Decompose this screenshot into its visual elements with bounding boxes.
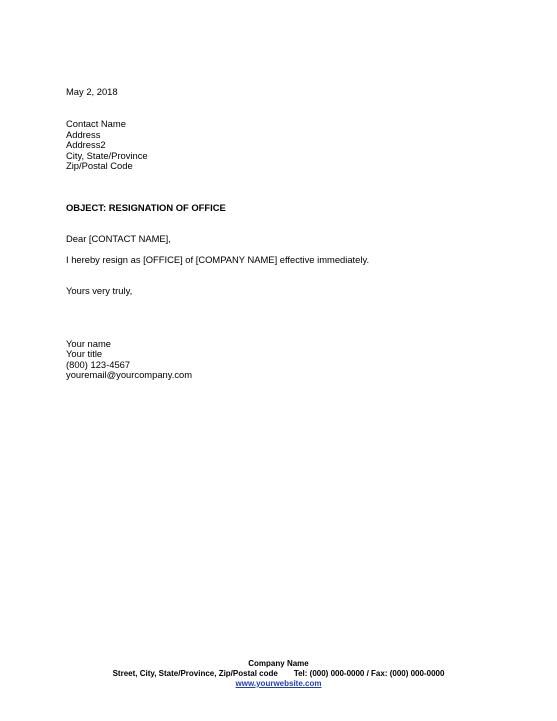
letter-closing: Yours very truly,	[66, 285, 133, 296]
letter-date: May 2, 2018	[66, 86, 118, 97]
recipient-city: City, State/Province	[66, 150, 148, 161]
recipient-address2: Address2	[66, 139, 106, 150]
footer-address: Street, City, State/Province, Zip/Postal code	[112, 669, 278, 678]
letter-body: I hereby resign as [OFFICE] of [COMPANY NAME] effective immediately.	[66, 254, 370, 265]
footer-address-line	[0, 669, 557, 679]
footer-company: Company Name	[248, 659, 309, 668]
recipient-zip: Zip/Postal Code	[66, 160, 133, 171]
signature-phone: (800) 123-4567	[66, 359, 131, 370]
recipient-address: Address	[66, 129, 101, 140]
signature-name: Your name	[66, 338, 111, 349]
signature-title: Your title	[66, 348, 103, 359]
signature-email: youremail@yourcompany.com	[66, 369, 193, 380]
footer-website-link[interactable]: www.yourwebsite.com	[235, 679, 322, 688]
recipient-name: Contact Name	[66, 118, 126, 129]
letter-salutation: Dear [CONTACT NAME],	[66, 233, 171, 244]
footer-website-line	[0, 679, 557, 689]
letter-subject: OBJECT: RESIGNATION OF OFFICE	[66, 202, 226, 213]
footer-contact: Tel: (000) 000-0000 / Fax: (000) 000-0000	[293, 669, 445, 678]
